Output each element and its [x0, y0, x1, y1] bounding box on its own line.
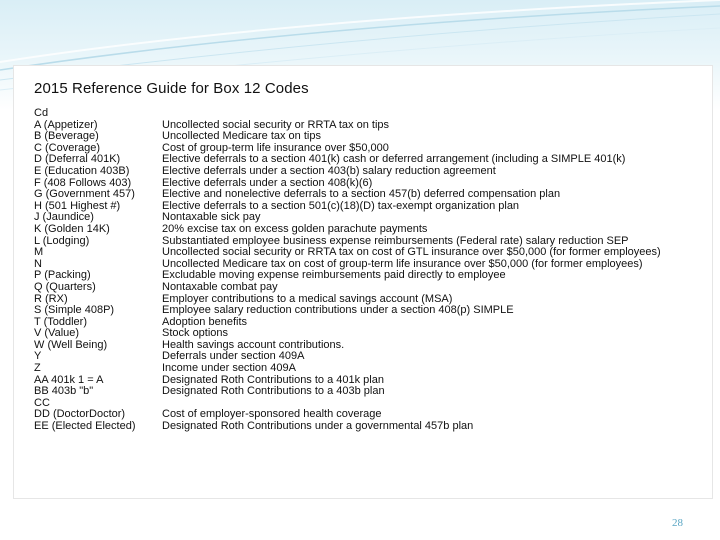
- list-item: [34, 120, 704, 132]
- list-item: [34, 317, 704, 329]
- code-column-header: Cd: [34, 107, 49, 119]
- code-label: AA 401k 1 = A: [34, 373, 104, 386]
- code-description: Income under section 409A: [162, 362, 296, 375]
- list-item: [34, 363, 704, 375]
- code-label: B (Beverage): [34, 130, 99, 143]
- code-label: G (Government 457): [34, 188, 135, 201]
- list-item: [34, 328, 704, 340]
- code-label: R (RX): [34, 292, 68, 305]
- code-description: Elective deferrals under a section 403(b) salary reduction agreement: [162, 164, 496, 177]
- code-label: N: [34, 257, 42, 270]
- code-label: F (408 Follows 403): [34, 176, 132, 189]
- list-item: [34, 189, 704, 201]
- code-label: CC: [34, 396, 50, 409]
- code-list-header: [34, 108, 704, 120]
- code-description: Designated Roth Contributions to a 403b plan: [162, 385, 385, 398]
- code-description: Uncollected social security or RRTA tax on cost of GTL insurance over $50,000 (for former employees): [162, 246, 661, 259]
- code-description: Cost of group-term life insurance over $50,000: [162, 141, 389, 154]
- code-label: C (Coverage): [34, 141, 101, 154]
- list-item: [34, 386, 704, 398]
- list-item: [34, 201, 704, 213]
- code-label: Y: [34, 350, 42, 363]
- list-item: [34, 421, 704, 433]
- code-description: Cost of employer-sponsored health coverage: [162, 408, 382, 421]
- code-description: Deferrals under section 409A: [162, 350, 305, 363]
- page-number: 28: [672, 517, 683, 529]
- code-label: Z: [34, 362, 41, 375]
- code-label: EE (Elected Elected): [34, 420, 136, 433]
- reference-guide-document: [14, 66, 712, 498]
- code-description: Employee salary reduction contributions under a section 408(p) SIMPLE: [162, 304, 514, 317]
- code-description: Designated Roth Contributions under a governmental 457b plan: [162, 420, 474, 433]
- code-label: A (Appetizer): [34, 118, 98, 131]
- code-label: Q (Quarters): [34, 280, 96, 293]
- code-description: Nontaxable combat pay: [162, 280, 278, 293]
- code-description: Uncollected social security or RRTA tax on tips: [162, 118, 390, 131]
- code-label: J (Jaundice): [34, 211, 94, 224]
- code-description: Stock options: [162, 327, 229, 340]
- code-description: Elective and nonelective deferrals to a section 457(b) deferred compensation plan: [162, 188, 561, 201]
- list-item: [34, 351, 704, 363]
- list-item: [34, 270, 704, 282]
- code-label: M: [34, 246, 44, 259]
- code-description: Elective deferrals under a section 408(k)(6): [162, 176, 373, 189]
- box12-code-list: [34, 108, 704, 433]
- list-item: [34, 282, 704, 294]
- list-item: [34, 224, 704, 236]
- code-description: Health savings account contributions.: [162, 338, 345, 351]
- code-description: Elective deferrals to a section 401(k) cash or deferred arrangement (including a SIMPLE 401(k): [162, 153, 626, 166]
- code-label: S (Simple 408P): [34, 304, 115, 317]
- code-description: Uncollected Medicare tax on cost of group-term life insurance over $50,000 (for former employees): [162, 257, 643, 270]
- code-description: Uncollected Medicare tax on tips: [162, 130, 321, 143]
- code-description: Substantiated employee business expense reimbursements (Federal rate) salary reduction SEP: [162, 234, 629, 247]
- code-description: 20% excise tax on excess golden parachute payments: [162, 222, 428, 235]
- list-item: [34, 247, 704, 259]
- code-description: Adoption benefits: [162, 315, 248, 328]
- code-description: Employer contributions to a medical savings account (MSA): [162, 292, 453, 305]
- code-label: D (Deferral 401K): [34, 153, 121, 166]
- document-title: 2015 Reference Guide for Box 12 Codes: [34, 80, 309, 97]
- code-description: Designated Roth Contributions to a 401k plan: [162, 373, 384, 386]
- list-item: [34, 340, 704, 352]
- code-label: V (Value): [34, 327, 80, 340]
- code-description: Nontaxable sick pay: [162, 211, 261, 224]
- code-label: DD (DoctorDoctor): [34, 408, 126, 421]
- code-label: K (Golden 14K): [34, 222, 110, 235]
- code-label: L (Lodging): [34, 234, 90, 247]
- code-label: BB 403b "b": [34, 385, 94, 398]
- code-label: P (Packing): [34, 269, 91, 282]
- code-label: E (Education 403B): [34, 164, 130, 177]
- code-label: H (501 Highest #): [34, 199, 121, 212]
- code-description: Excludable moving expense reimbursements paid directly to employee: [162, 269, 506, 282]
- code-label: W (Well Being): [34, 338, 108, 351]
- list-item: [34, 305, 704, 317]
- code-description: Elective deferrals to a section 501(c)(18)(D) tax-exempt organization plan: [162, 199, 520, 212]
- list-item: [34, 166, 704, 178]
- code-label: T (Toddler): [34, 315, 87, 328]
